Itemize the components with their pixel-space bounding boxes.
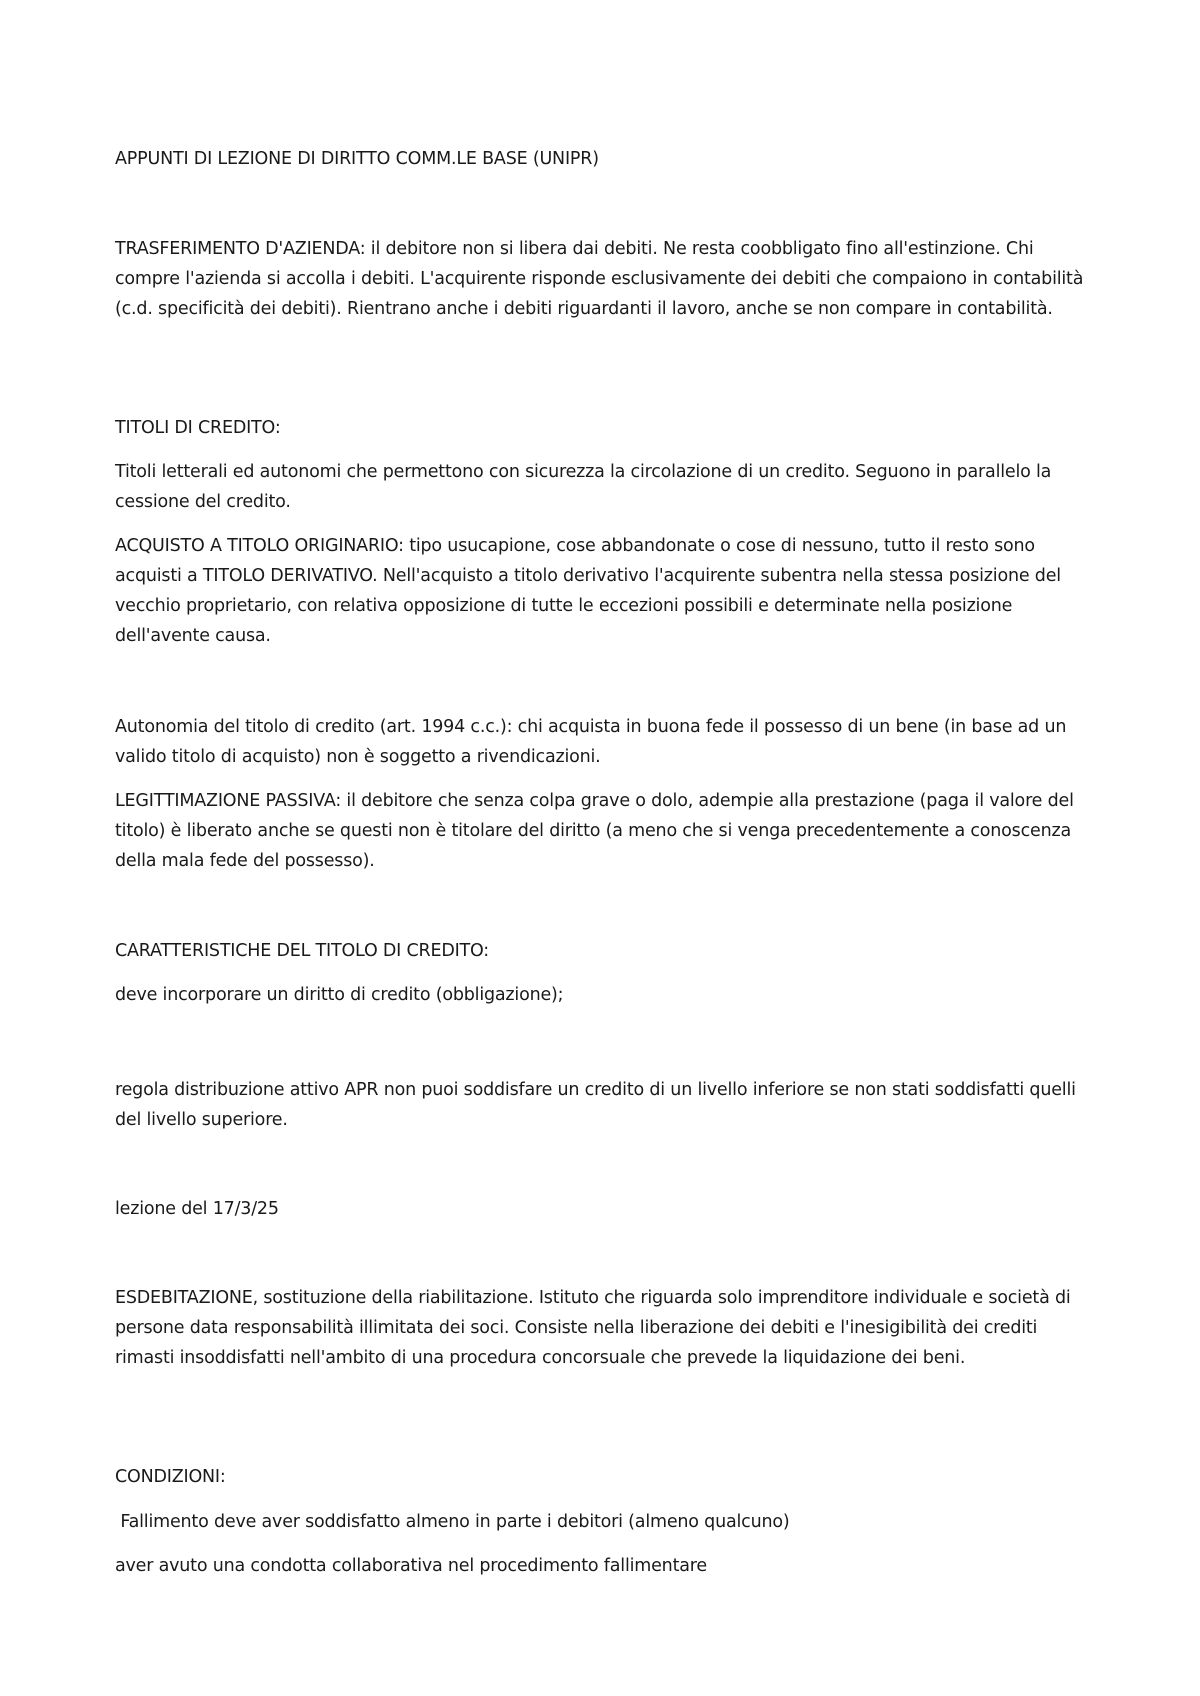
paragraph-regola-distribuzione: regola distribuzione attivo APR non puoi soddisfare un credito di un livello inferiore se non stati soddisfatti quelli del livello superiore. [115, 1080, 1076, 1130]
paragraph-condizione-fallimento: Fallimento deve aver soddisfatto almeno in parte i debitori (almeno qualcuno) [115, 1512, 790, 1532]
heading-condizioni: CONDIZIONI: [115, 1467, 226, 1487]
paragraph-legittimazione-passiva: LEGITTIMAZIONE PASSIVA: il debitore che senza colpa grave o dolo, adempie alla prestazione (paga il valore del titolo) è liberato anche se questi non è titolare del diritto (a meno che si venga precedentemente a conoscenza della mala fede del possesso). [115, 791, 1074, 871]
paragraph-trasferimento-azienda: TRASFERIMENTO D'AZIENDA: il debitore non si libera dai debiti. Ne resta coobbligato fino all'estinzione. Chi compre l'azienda si accolla i debiti. L'acquirente risponde esclusivamente dei debiti che compaiono in contabilità (c.d. specificità dei debiti). Rientrano anche i debiti riguardanti il lavoro, anche se non compare in contabilità. [115, 239, 1084, 319]
heading-caratteristiche: CARATTERISTICHE DEL TITOLO DI CREDITO: [115, 941, 490, 961]
paragraph-autonomia-titolo: Autonomia del titolo di credito (art. 1994 c.c.): chi acquista in buona fede il possesso di un bene (in base ad un valido titolo di acquisto) non è soggetto a rivendicazioni. [115, 717, 1067, 767]
paragraph-esdebitazione: ESDEBITAZIONE, sostituzione della riabilitazione. Istituto che riguarda solo imprenditore individuale e società di persone data responsabilità illimitata dei soci. Consiste nella liberazione dei debiti e l'inesigibilità dei crediti rimasti insoddisfatti nell'ambito di una procedura concorsuale che prevede la liquidazione dei beni. [115, 1288, 1071, 1368]
heading-titoli-di-credito: TITOLI DI CREDITO: [115, 418, 281, 438]
paragraph-lesson-date: lezione del 17/3/25 [115, 1199, 279, 1219]
paragraph-diritto-credito: deve incorporare un diritto di credito (obbligazione); [115, 985, 564, 1005]
paragraph-acquisto-titolo-originario: ACQUISTO A TITOLO ORIGINARIO: tipo usucapione, cose abbandonate o cose di nessuno, tutto il resto sono acquisti a TITOLO DERIVATIVO. Nell'acquisto a titolo derivativo l'acquirente subentra nella stessa posizione del vecchio proprietario, con relativa opposizione di tutte le eccezioni possibili e determinate nella posizione dell'avente causa. [115, 536, 1061, 646]
paragraph-condizione-condotta: aver avuto una condotta collaborativa nel procedimento fallimentare [115, 1556, 707, 1576]
paragraph-titoli-letterali: Titoli letterali ed autonomi che permettono con sicurezza la circolazione di un credito. Seguono in parallelo la cessione del credito. [115, 462, 1052, 512]
document-title: APPUNTI DI LEZIONE DI DIRITTO COMM.LE BASE (UNIPR) [115, 149, 599, 169]
